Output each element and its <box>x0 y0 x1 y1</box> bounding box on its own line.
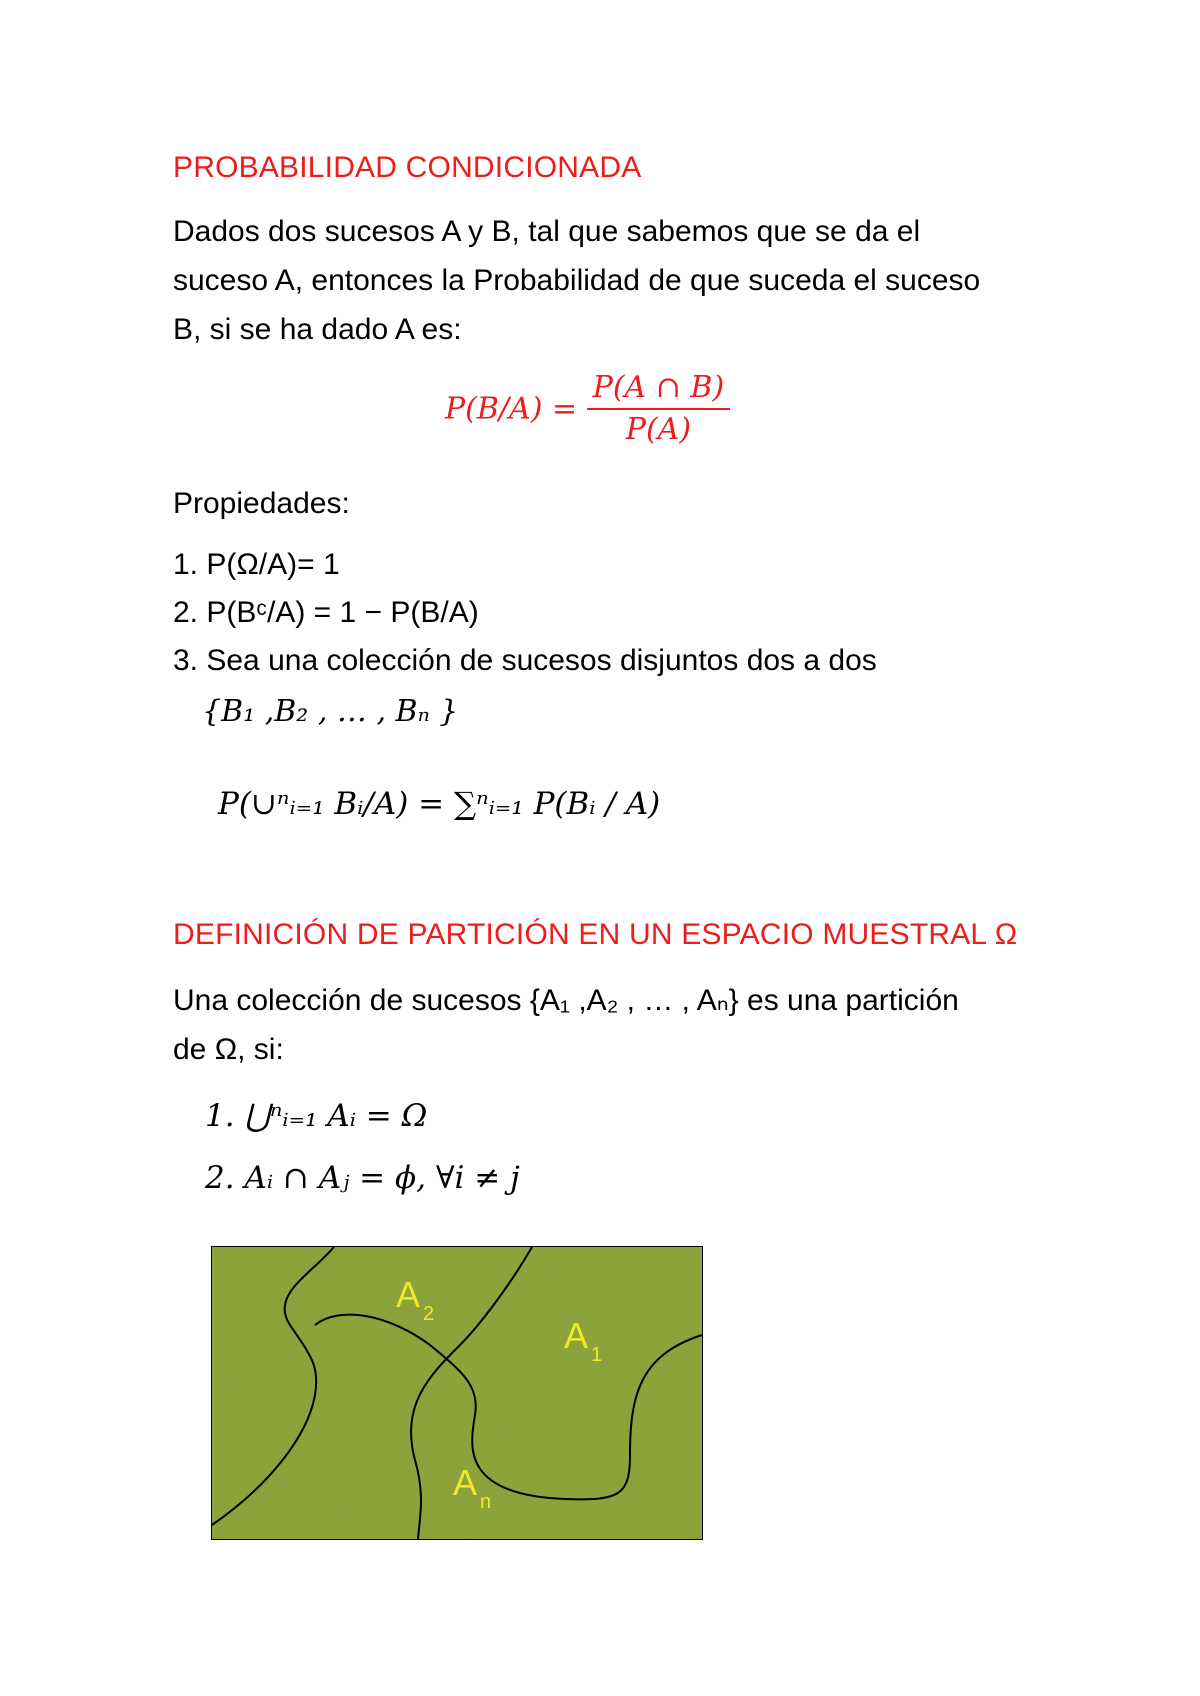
section-title-partition: DEFINICIÓN DE PARTICIÓN EN UN ESPACIO MUESTRAL Ω <box>173 918 1018 951</box>
partition-condition-1: 1. ⋃ⁿᵢ₌₁ Aᵢ = Ω <box>205 1098 428 1134</box>
property-1: 1. P(Ω/A)= 1 <box>173 548 340 581</box>
label-an: A <box>453 1462 478 1503</box>
label-an-sub: n <box>480 1491 492 1513</box>
intro-line-3: B, si se ha dado A es: <box>173 313 462 346</box>
partition-diagram <box>210 1245 704 1541</box>
property-3-text: 3. Sea una colección de sucesos disjuntos dos a dos <box>173 644 877 677</box>
formula-numerator: P(A ∩ B) <box>587 368 731 410</box>
partition-intro-line-2: de Ω, si: <box>173 1033 284 1066</box>
formula-denominator: P(A) <box>625 412 692 447</box>
intro-line-1: Dados dos sucesos A y B, tal que sabemos que se da el <box>173 215 921 248</box>
conditional-formula <box>445 368 730 450</box>
label-a2: A <box>396 1274 421 1315</box>
label-a1: A <box>564 1315 589 1356</box>
formula-lhs: P(B/A) = <box>445 391 578 427</box>
intro-line-2: suceso A, entonces la Probabilidad de que suceda el suceso <box>173 264 981 297</box>
formula-fraction <box>587 368 731 450</box>
properties-label: Propiedades: <box>173 487 350 520</box>
label-a1-sub: 1 <box>591 1344 603 1366</box>
property-3-set: {B₁ ,B₂ , … , Bₙ } <box>202 694 459 729</box>
property-2: 2. P(Bᶜ/A) = 1 − P(B/A) <box>173 596 479 629</box>
partition-condition-2: 2. Aᵢ ∩ Aⱼ = ϕ, ∀i ≠ j <box>205 1160 520 1196</box>
section-title-conditional-probability: PROBABILIDAD CONDICIONADA <box>173 151 642 184</box>
property-3-formula: P(∪ⁿᵢ₌₁ Bᵢ/A) = ∑ⁿᵢ₌₁ P(Bᵢ / A) <box>218 786 661 822</box>
partition-intro-line-1: Una colección de sucesos {A₁ ,A₂ , … , Aₙ} es una partición <box>173 984 959 1017</box>
label-a2-sub: 2 <box>423 1303 435 1325</box>
